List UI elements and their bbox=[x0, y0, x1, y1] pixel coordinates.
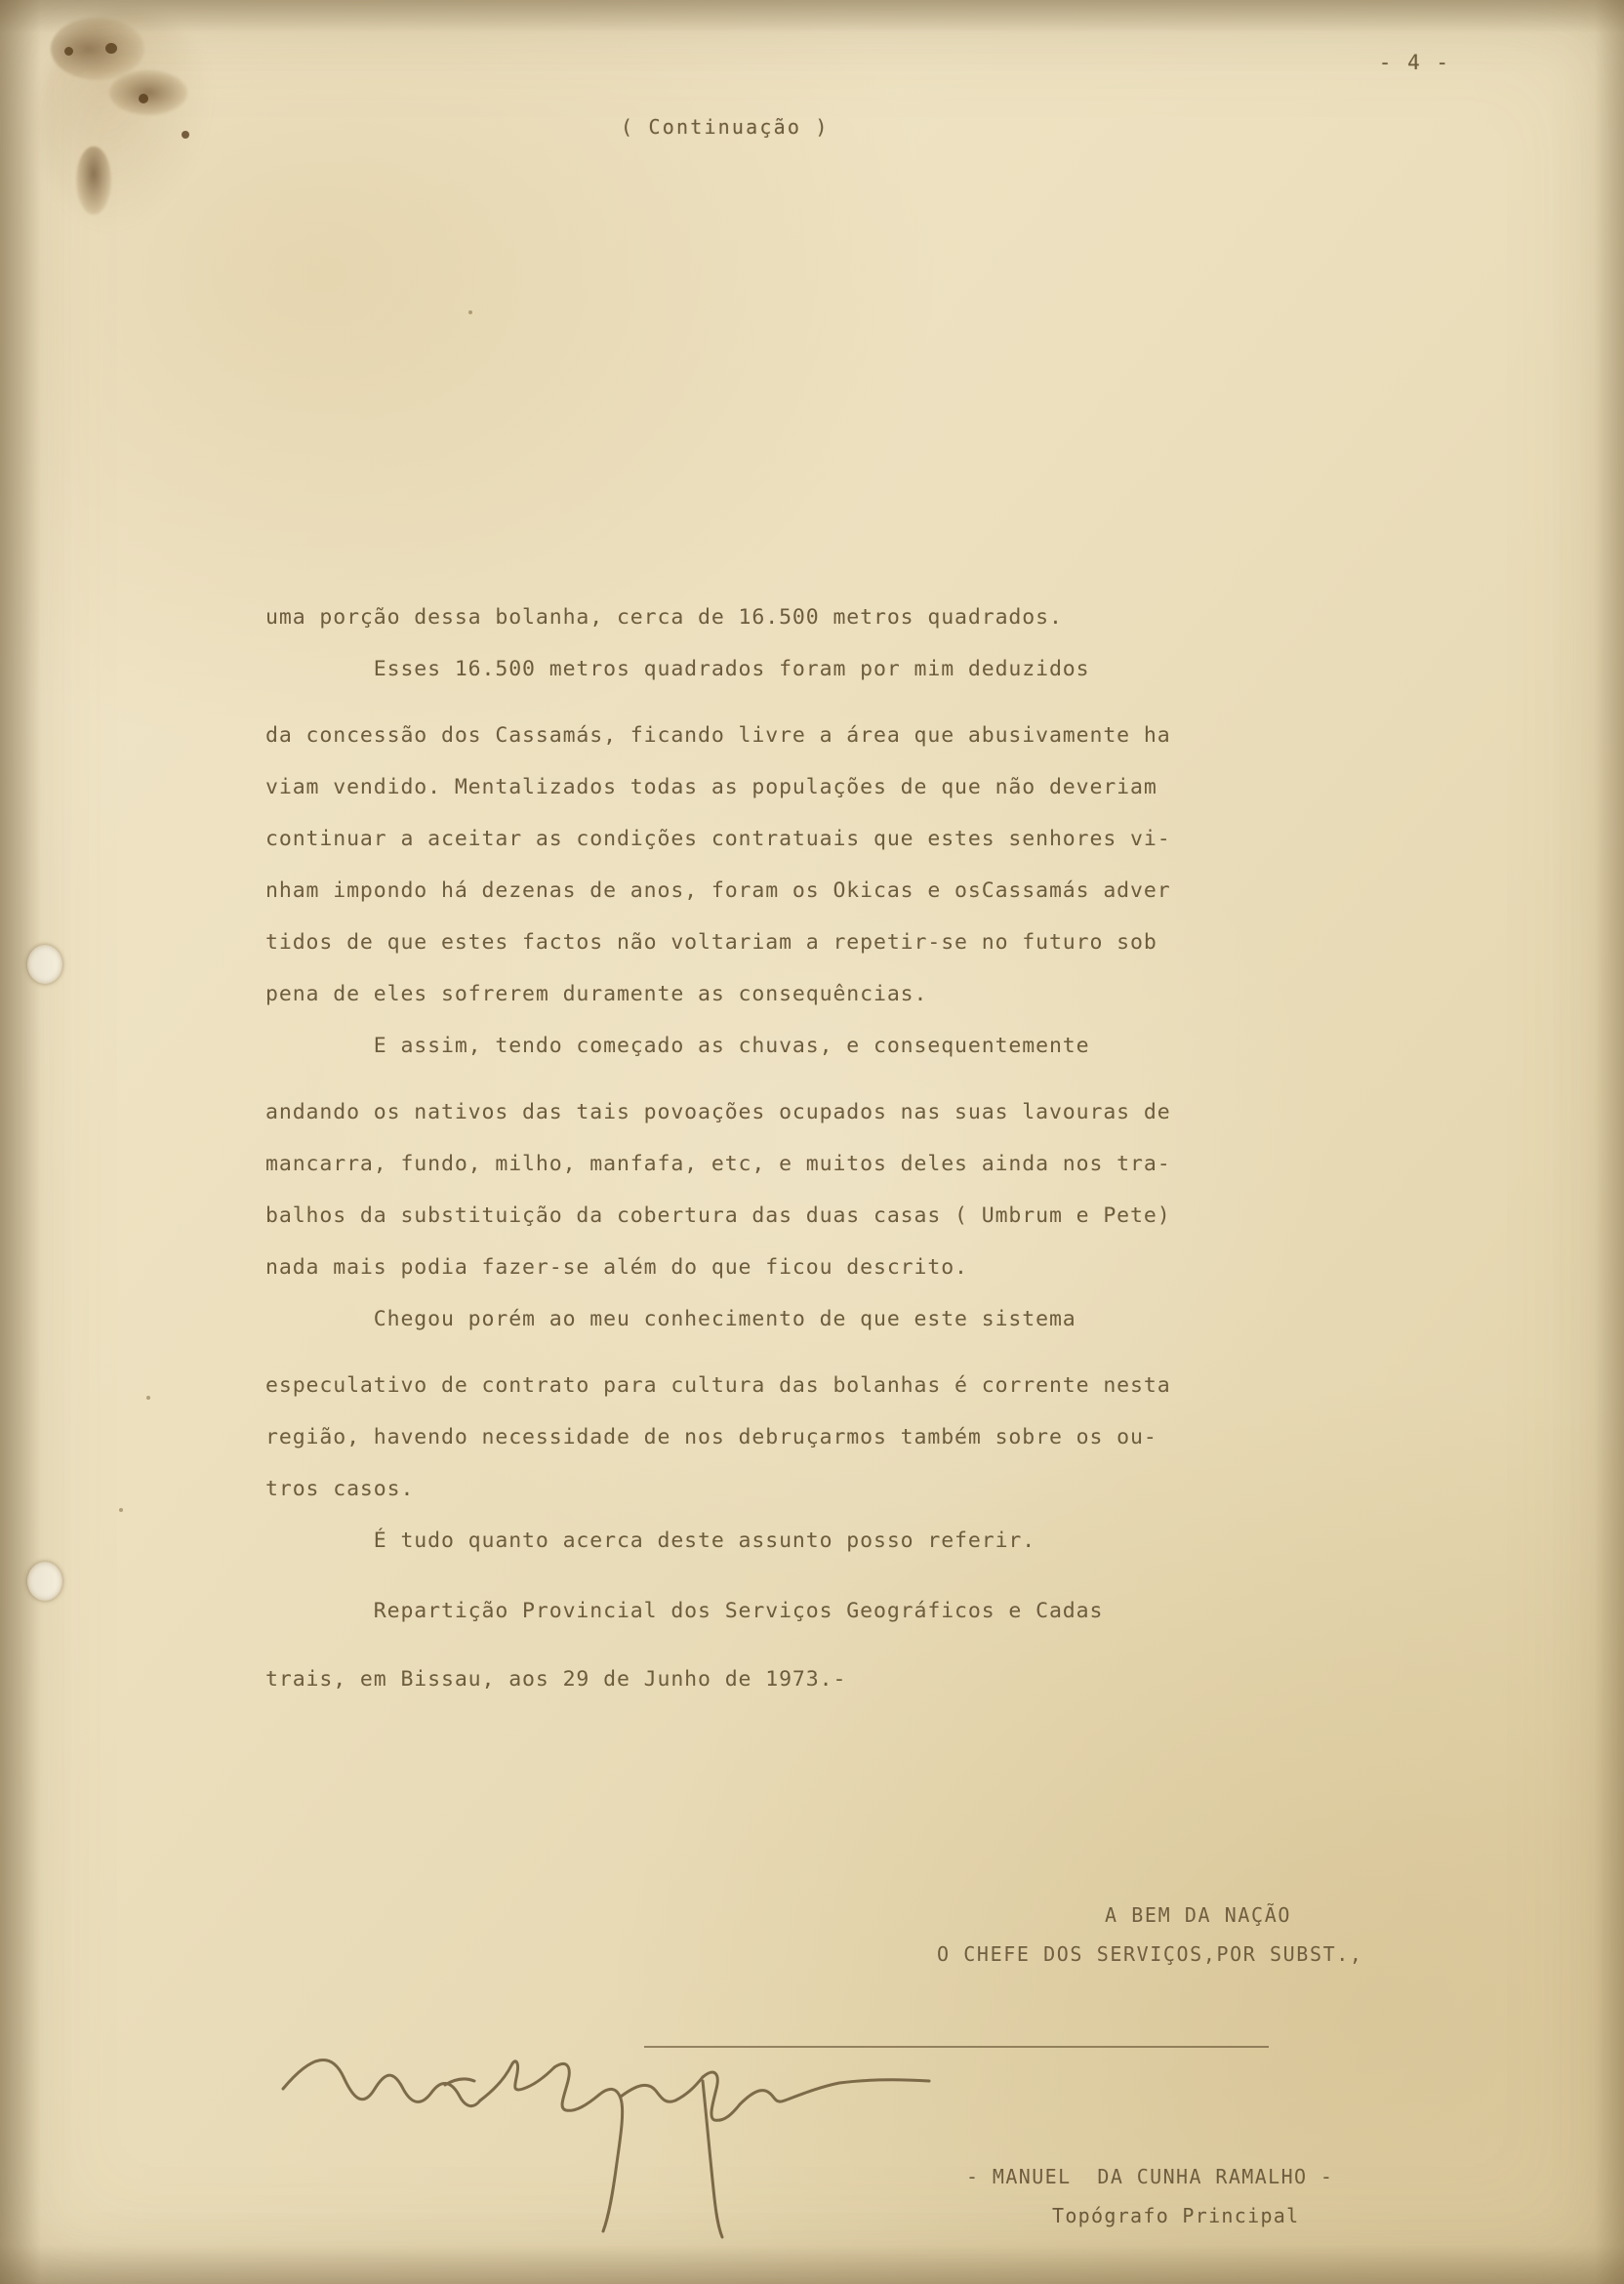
body-line: tros casos. bbox=[265, 1477, 415, 1501]
body-line: continuar a aceitar as condições contratuais que estes senhores vi- bbox=[265, 827, 1171, 851]
body-line: da concessão dos Cassamás, ficando livre a área que abusivamente ha bbox=[265, 723, 1171, 748]
punch-hole-top bbox=[27, 945, 62, 984]
handwritten-signature bbox=[273, 1972, 976, 2264]
ink-speck bbox=[64, 47, 73, 56]
body-line: Repartição Provincial dos Serviços Geográficos e Cadas bbox=[265, 1599, 1104, 1623]
body-line: nada mais podia fazer-se além do que ficou descrito. bbox=[265, 1255, 968, 1280]
closing-line-nation: A BEM DA NAÇÃO bbox=[1105, 1903, 1291, 1927]
paper-speck bbox=[146, 1396, 150, 1400]
body-line: Chegou porém ao meu conhecimento de que este sistema bbox=[265, 1307, 1076, 1331]
body-line: uma porção dessa bolanha, cerca de 16.500 metros quadrados. bbox=[265, 605, 1063, 630]
body-line: tidos de que estes factos não voltariam a repetir-se no futuro sob bbox=[265, 930, 1157, 955]
paper-edge-bottom bbox=[0, 2245, 1624, 2284]
body-line: mancarra, fundo, milho, manfafa, etc, e muitos deles ainda nos tra- bbox=[265, 1152, 1171, 1176]
paper-edge-right bbox=[1595, 0, 1624, 2284]
closing-block bbox=[937, 1903, 1363, 1981]
body-line: trais, em Bissau, aos 29 de Junho de 1973.- bbox=[265, 1667, 847, 1692]
page-number: - 4 - bbox=[1378, 51, 1450, 74]
ink-speck bbox=[182, 131, 189, 139]
ink-stain-upper bbox=[51, 18, 144, 80]
body-line: E assim, tendo começado as chuvas, e consequentemente bbox=[265, 1034, 1090, 1058]
body-line: Esses 16.500 metros quadrados foram por mim deduzidos bbox=[265, 657, 1090, 681]
punch-hole-bottom bbox=[27, 1562, 62, 1601]
body-line: região, havendo necessidade de nos debruçarmos também sobre os ou- bbox=[265, 1425, 1157, 1449]
document-body bbox=[265, 605, 1524, 1719]
continuation-label: ( Continuação ) bbox=[621, 115, 830, 139]
ink-speck bbox=[139, 94, 148, 103]
body-line: nham impondo há dezenas de anos, foram os Okicas e osCassamás adver bbox=[265, 878, 1171, 903]
ink-speck bbox=[105, 43, 117, 54]
signatory-name: - MANUEL DA CUNHA RAMALHO - bbox=[966, 2165, 1334, 2188]
body-line: pena de eles sofrerem duramente as consequências. bbox=[265, 982, 928, 1006]
body-line: balhos da substituição da cobertura das duas casas ( Umbrum e Pete) bbox=[265, 1203, 1171, 1228]
body-line: É tudo quanto acerca deste assunto posso referir. bbox=[265, 1529, 1036, 1553]
body-line: especulativo de contrato para cultura das bolanhas é corrente nesta bbox=[265, 1373, 1171, 1398]
ink-stain-middle bbox=[109, 70, 187, 115]
signature-rule bbox=[644, 2046, 1269, 2048]
paper-speck bbox=[468, 310, 472, 314]
signatory-role: Topógrafo Principal bbox=[1052, 2204, 1300, 2227]
paper-edge-top bbox=[0, 0, 1624, 33]
ink-stain-lower bbox=[76, 146, 111, 215]
paper-edge-left bbox=[0, 0, 41, 2284]
body-line: viam vendido. Mentalizados todas as populações de que não deveriam bbox=[265, 775, 1157, 799]
paper-speck bbox=[119, 1508, 123, 1512]
body-line: andando os nativos das tais povoações ocupados nas suas lavouras de bbox=[265, 1100, 1171, 1124]
closing-line-chief: O CHEFE DOS SERVIÇOS,POR SUBST., bbox=[937, 1942, 1363, 1966]
ink-smear bbox=[39, 10, 215, 234]
